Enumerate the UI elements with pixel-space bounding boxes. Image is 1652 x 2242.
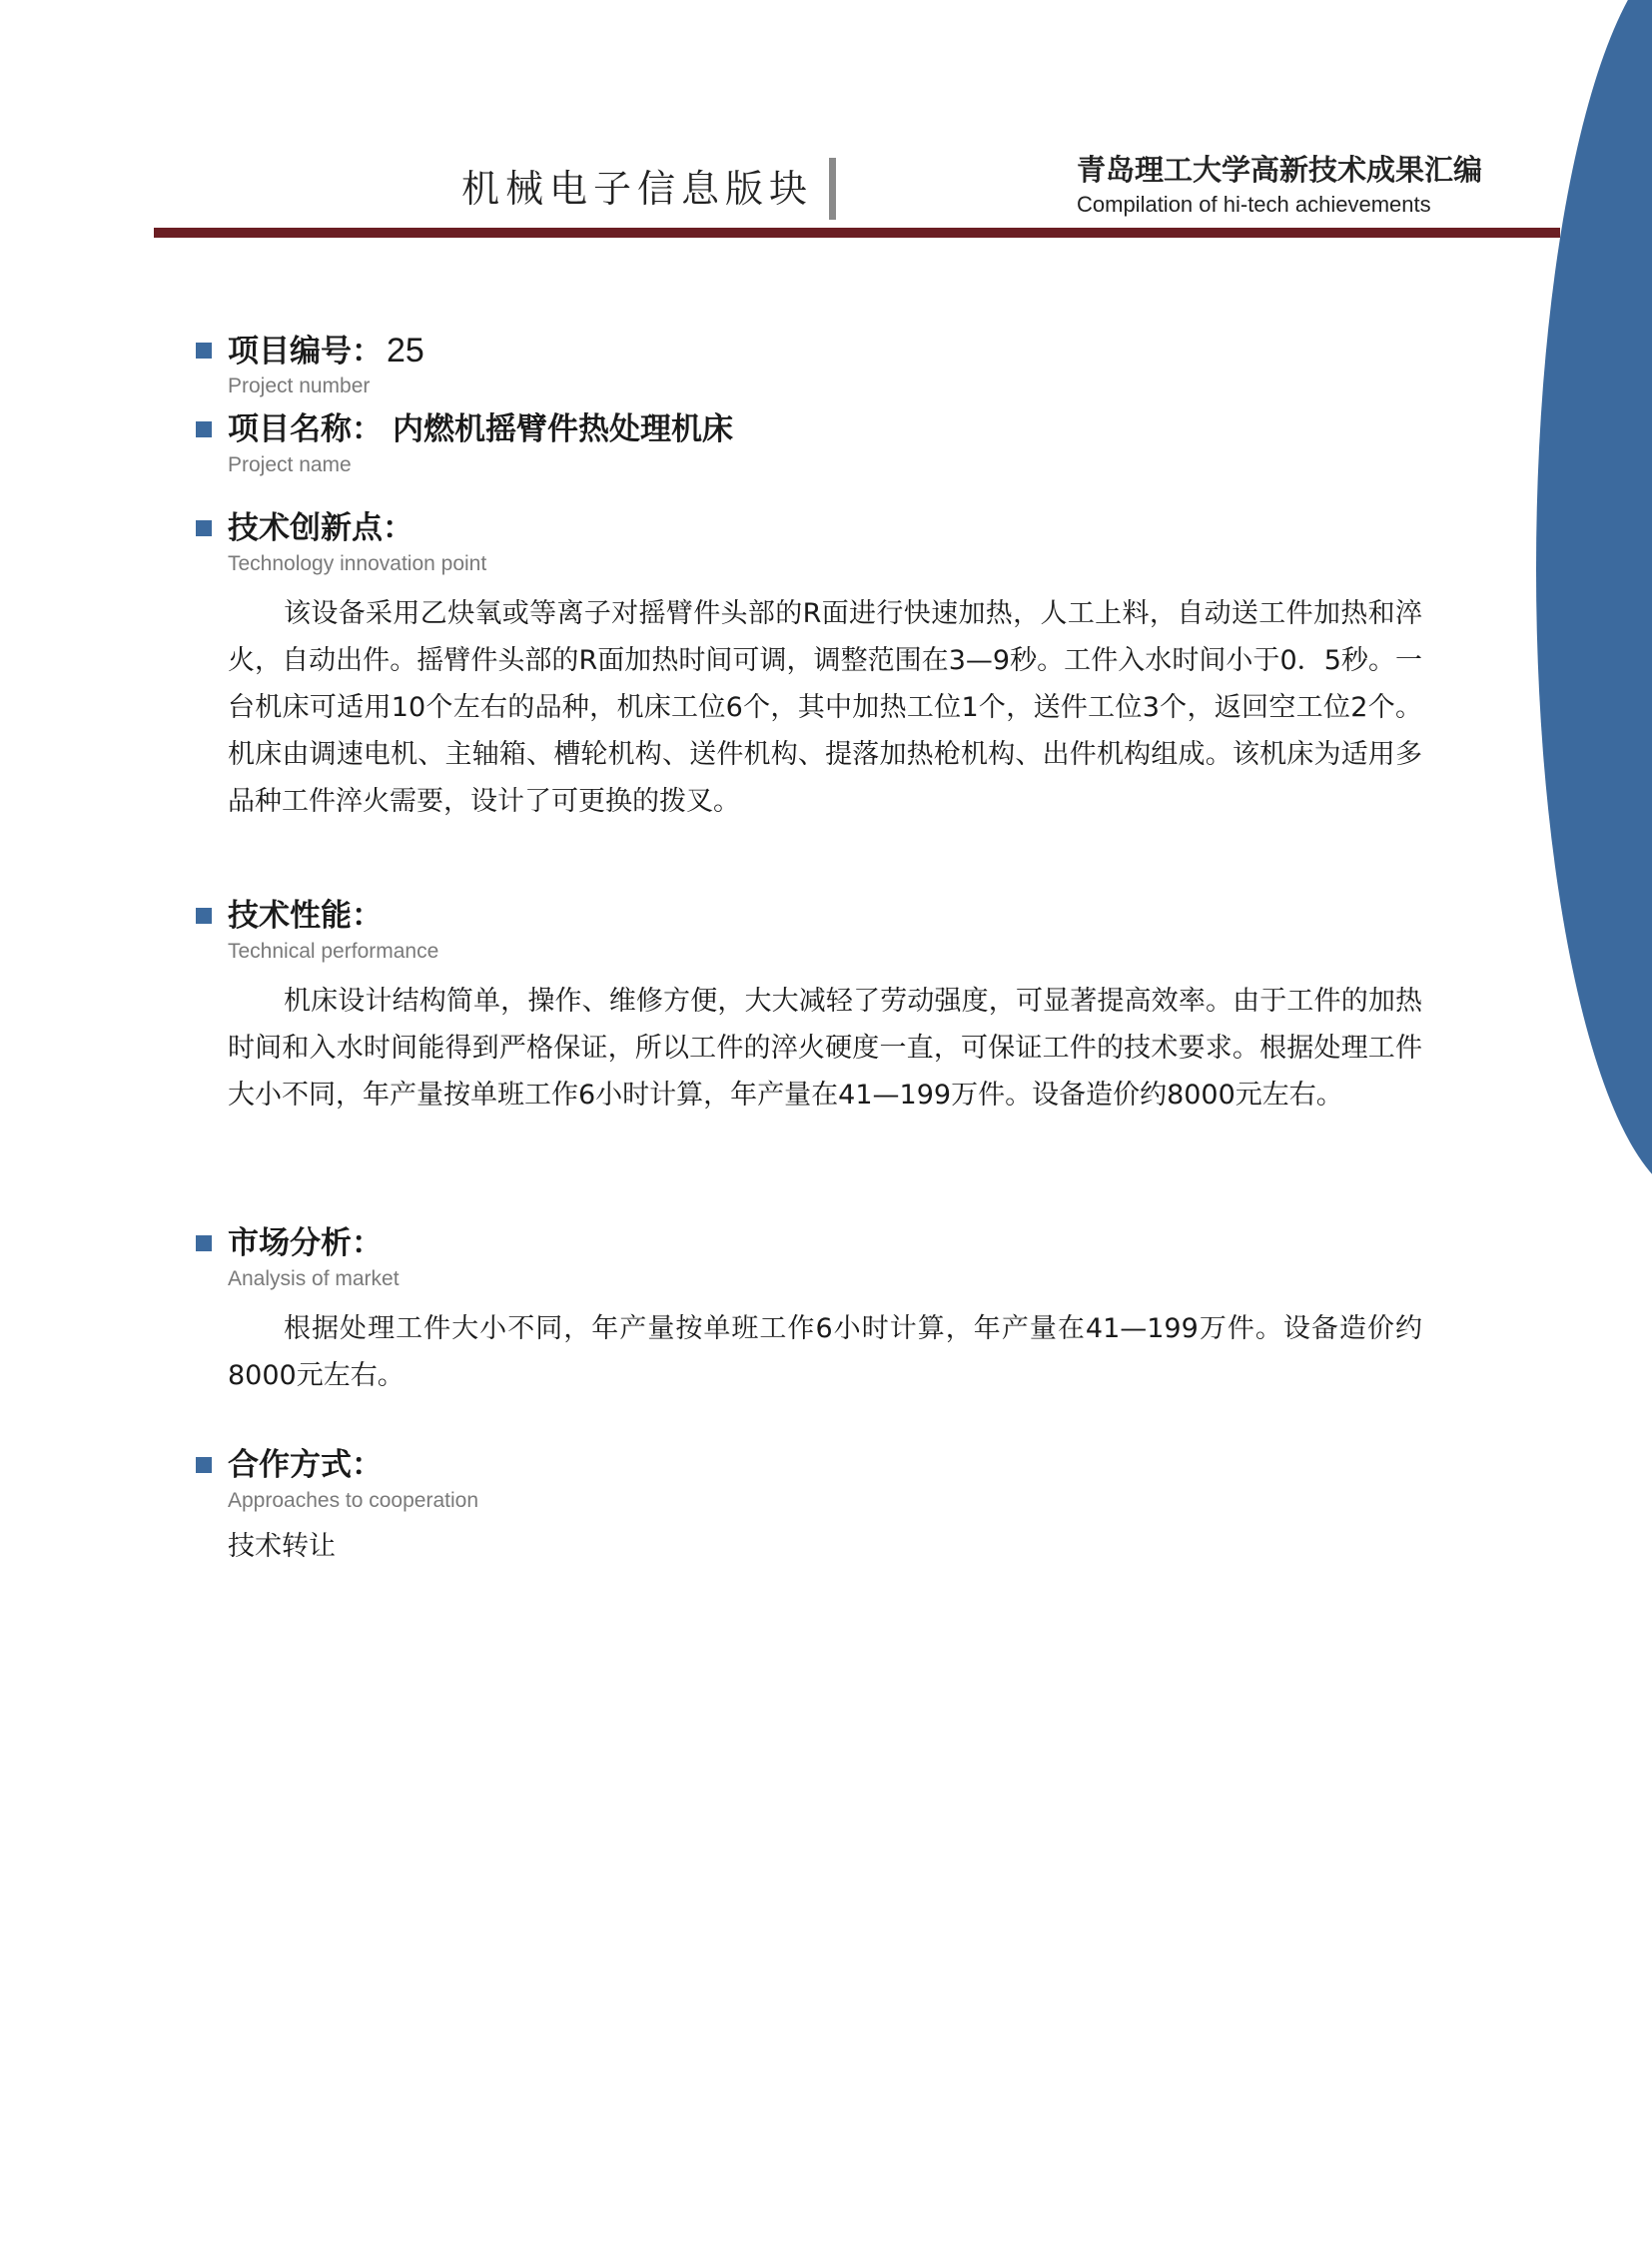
project-number-label-en: Project number <box>228 374 371 397</box>
header-divider <box>829 158 836 220</box>
square-bullet-icon <box>196 520 212 536</box>
innovation-text: 该设备采用乙炔氧或等离子对摇臂件头部的R面进行快速加热，人工上料，自动送工件加热和淬火，自动出件。摇臂件头部的R面加热时间可调，调整范围在3—9秒。工件入水时间小于0．5秒。一台机床可适用10个左右的品种，机床工位6个，其中加热工位1个，送件工位3个，返回空工位2个。机床由调速电机、主轴箱、槽轮机构、送件机构、提落加热枪机构、出件机构组成。该机床为适用多品种工件淬火需要，设计了可更换的拨叉。 <box>228 598 1422 817</box>
cooperation-text: 技术转让 <box>228 1531 336 1562</box>
project-name-value: 内燃机摇臂件热处理机床 <box>393 411 733 447</box>
project-number-heading <box>196 330 1424 374</box>
innovation-label-en: Technology innovation point <box>228 552 487 575</box>
cooperation-label-en: Approaches to cooperation <box>228 1489 479 1512</box>
square-bullet-icon <box>196 421 212 437</box>
project-name-label: 项目名称： <box>228 411 383 447</box>
cooperation-label: 合作方式： <box>228 1447 383 1483</box>
innovation-section <box>196 507 1424 825</box>
square-bullet-icon <box>196 908 212 924</box>
performance-label: 技术性能： <box>228 898 383 934</box>
square-bullet-icon <box>196 1235 212 1251</box>
project-number-label: 项目编号： <box>228 334 383 370</box>
project-name-section <box>196 408 1424 479</box>
page-section-title: 机械电子信息版块 <box>461 167 814 211</box>
market-text: 根据处理工件大小不同，年产量按单班工作6小时计算，年产量在41—199万件。设备造价约8000元左右。 <box>228 1313 1422 1391</box>
performance-section <box>196 895 1424 1119</box>
market-heading <box>196 1222 1424 1266</box>
market-label-en: Analysis of market <box>228 1267 400 1290</box>
square-bullet-icon <box>196 343 212 359</box>
project-number-section <box>196 330 1424 400</box>
project-name-heading <box>196 408 1424 452</box>
performance-label-en: Technical performance <box>228 940 439 963</box>
publication-title-cn: 青岛理工大学高新技术成果汇编 <box>1077 153 1483 187</box>
decorative-blue-arc <box>1536 0 1652 1198</box>
header-rule <box>154 228 1560 238</box>
cooperation-section <box>196 1444 1424 1567</box>
square-bullet-icon <box>196 1457 212 1473</box>
project-name-label-en: Project name <box>228 453 352 476</box>
project-number-value: 25 <box>387 332 424 370</box>
market-section <box>196 1222 1424 1399</box>
performance-heading <box>196 895 1424 939</box>
innovation-heading <box>196 507 1424 551</box>
market-label: 市场分析： <box>228 1225 383 1261</box>
performance-text: 机床设计结构简单，操作、维修方便，大大减轻了劳动强度，可显著提高效率。由于工件的加热时间和入水时间能得到严格保证，所以工件的淬火硬度一直，可保证工件的技术要求。根据处理工件大小不同，年产量按单班工作6小时计算，年产量在41—199万件。设备造价约8000元左右。 <box>228 986 1422 1111</box>
innovation-label: 技术创新点： <box>228 510 413 546</box>
cooperation-heading <box>196 1444 1424 1488</box>
publication-title-en: Compilation of hi-tech achievements <box>1077 192 1431 217</box>
